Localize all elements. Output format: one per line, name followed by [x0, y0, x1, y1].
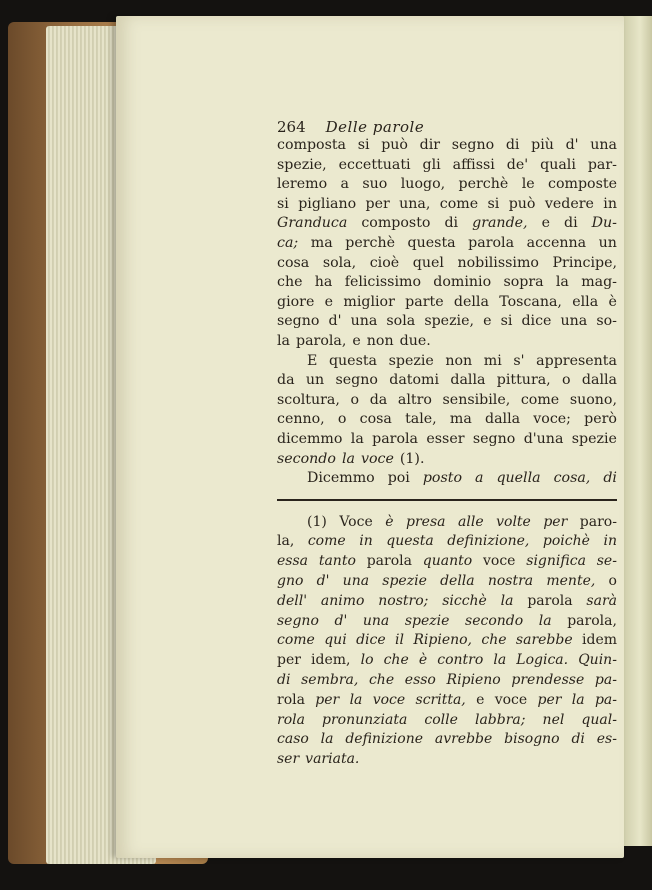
- body-line: [277, 352, 617, 372]
- word: scritta,: [415, 691, 466, 708]
- body-line: [277, 273, 617, 293]
- word: parola,: [567, 612, 617, 629]
- word: perchè: [458, 176, 509, 193]
- word: di: [277, 672, 291, 689]
- word: Dicemmo: [307, 470, 375, 487]
- body-line: [277, 195, 617, 215]
- word: sicchè: [442, 592, 487, 609]
- word: in: [359, 533, 373, 550]
- word: segno: [472, 430, 516, 447]
- word: che: [481, 632, 507, 649]
- word: e: [352, 332, 361, 349]
- word: dalla: [450, 372, 486, 389]
- word: sensibile,: [442, 391, 511, 408]
- body-line: [277, 469, 617, 489]
- word: ha: [314, 274, 333, 291]
- word: so-: [596, 313, 617, 330]
- word: spezie: [382, 573, 427, 590]
- word: che: [383, 652, 409, 669]
- word: par-: [587, 156, 617, 173]
- word: presa: [406, 513, 446, 530]
- word: es-: [596, 731, 617, 748]
- word: la: [349, 691, 363, 708]
- word: parola: [372, 430, 419, 447]
- word: dice: [356, 632, 386, 649]
- word: segno: [451, 137, 495, 153]
- word: può: [381, 137, 408, 153]
- word: essa: [277, 553, 309, 570]
- word: nel: [542, 711, 565, 728]
- word: composto: [361, 215, 431, 232]
- body-line: [277, 254, 617, 274]
- footnote-line: [277, 671, 617, 691]
- word: non: [366, 332, 394, 349]
- word: più: [531, 137, 554, 153]
- word: perchè: [345, 234, 395, 251]
- word: idem,: [311, 652, 351, 669]
- word: una,: [399, 195, 431, 212]
- word: sopra: [503, 274, 544, 291]
- word: Toscana,: [499, 293, 562, 310]
- word: spezie,: [424, 313, 474, 330]
- word: avrebbe: [434, 731, 493, 748]
- word: per: [543, 513, 568, 530]
- word: e: [541, 215, 550, 232]
- word: esser: [426, 430, 465, 447]
- word: affissi: [452, 156, 495, 173]
- word: d': [328, 313, 342, 330]
- footnote-line: [277, 552, 617, 572]
- word: pa-: [594, 691, 617, 708]
- word: animo: [320, 592, 365, 609]
- word: suono,: [569, 391, 617, 408]
- word: ma: [310, 234, 333, 251]
- footnote-line: [277, 612, 617, 632]
- body-line: [277, 332, 617, 352]
- word: ca;: [277, 234, 299, 251]
- word: a: [474, 470, 484, 487]
- word: della: [440, 573, 475, 590]
- word: la: [350, 430, 364, 447]
- word: volte: [496, 513, 531, 530]
- word: segno: [277, 612, 319, 629]
- word: spezie: [404, 612, 450, 629]
- word: della: [453, 293, 489, 310]
- word: Granduca: [277, 215, 348, 232]
- word: questa: [407, 234, 456, 251]
- footnote: [277, 513, 617, 770]
- word: (1): [307, 513, 327, 530]
- word: dir: [419, 137, 441, 153]
- body-line: [277, 175, 617, 195]
- word: da: [277, 372, 295, 389]
- footnote-line: [277, 651, 617, 671]
- word: spezie: [388, 352, 434, 369]
- word: un: [598, 234, 617, 251]
- word: la,: [277, 533, 295, 550]
- word: Du-: [591, 215, 617, 232]
- footnote-line: [277, 532, 617, 552]
- page-content: [277, 118, 617, 770]
- body-line: [277, 214, 617, 234]
- word: luogo,: [400, 176, 446, 193]
- word: voce: [360, 450, 394, 467]
- word: parola,: [296, 332, 347, 349]
- word: bisogno: [504, 731, 560, 748]
- word: E: [307, 352, 318, 369]
- word: Quin-: [578, 652, 617, 669]
- word: o: [337, 411, 347, 428]
- word: pa-: [594, 672, 617, 689]
- word: la: [277, 332, 290, 349]
- body-line: [277, 156, 617, 176]
- word: esso: [404, 672, 436, 689]
- word: è: [418, 652, 428, 669]
- word: che: [368, 672, 395, 689]
- word: sarà: [586, 592, 617, 609]
- word: poichè: [542, 533, 590, 550]
- word: di: [444, 215, 459, 232]
- footnote-line: [277, 730, 617, 750]
- word: leremo: [277, 176, 328, 193]
- word: tale,: [405, 411, 437, 428]
- word: si: [357, 137, 370, 153]
- word: un: [305, 372, 325, 389]
- word: segno: [335, 372, 378, 389]
- word: una: [560, 313, 588, 330]
- word: suo: [362, 176, 388, 193]
- word: miglior: [343, 293, 395, 310]
- word: nobilissimo: [457, 254, 539, 271]
- word: scoltura,: [277, 391, 340, 408]
- word: d': [334, 612, 348, 629]
- word: la: [555, 274, 569, 291]
- word: spezie,: [277, 156, 327, 173]
- word: datomi: [389, 372, 440, 389]
- word: come: [520, 391, 560, 408]
- word: spezie: [571, 430, 617, 447]
- word: d'una: [523, 430, 564, 447]
- word: accenna: [526, 234, 587, 251]
- word: secondo: [277, 450, 336, 467]
- word: o: [562, 372, 571, 389]
- word: gli: [422, 156, 441, 173]
- footnote-line: [277, 592, 617, 612]
- word: lo: [360, 652, 374, 669]
- word: variata.: [305, 751, 360, 768]
- word: secondo: [465, 612, 524, 629]
- word: sarebbe: [515, 632, 573, 649]
- word: come: [439, 195, 479, 212]
- running-title: Delle parole: [325, 118, 425, 136]
- word: cosa: [277, 254, 310, 271]
- word: questa: [386, 533, 434, 550]
- word: poi: [387, 470, 410, 487]
- word: cosa: [359, 411, 392, 428]
- footnote-line: [277, 631, 617, 651]
- word: parola: [468, 234, 515, 251]
- word: idem: [582, 632, 617, 649]
- word: quella: [496, 470, 541, 487]
- body-line: [277, 234, 617, 254]
- facing-page-edge: [622, 16, 652, 846]
- footnote-line: [277, 750, 617, 770]
- word: se-: [596, 553, 617, 570]
- word: colle: [424, 711, 458, 728]
- word: grande,: [472, 215, 528, 232]
- word: sola,: [322, 254, 357, 271]
- footnote-line: [277, 691, 617, 711]
- word: quel: [412, 254, 444, 271]
- word: a: [340, 176, 349, 193]
- word: da: [369, 391, 388, 408]
- word: quali: [540, 156, 576, 173]
- word: di: [564, 215, 578, 232]
- word: si: [487, 195, 500, 212]
- word: eccettuati: [338, 156, 411, 173]
- body-text: [277, 136, 617, 489]
- word: pittura,: [496, 372, 551, 389]
- word: parola: [366, 553, 412, 570]
- word: e: [483, 313, 492, 330]
- word: dominio: [433, 274, 492, 291]
- body-line: [277, 312, 617, 332]
- footnote-line: [277, 711, 617, 731]
- word: o: [350, 391, 360, 408]
- word: una: [362, 612, 390, 629]
- word: la: [538, 612, 552, 629]
- word: in: [603, 533, 617, 550]
- word: mag-: [581, 274, 617, 291]
- footnote-line: [277, 572, 617, 592]
- word: ma: [449, 411, 472, 428]
- word: caso: [277, 731, 309, 748]
- word: questa: [328, 352, 378, 369]
- word: una: [342, 573, 370, 590]
- word: qui: [324, 632, 347, 649]
- word: sola: [386, 313, 416, 330]
- word: segno: [277, 313, 320, 330]
- word: la: [500, 592, 514, 609]
- word: come: [277, 632, 315, 649]
- word: una: [590, 137, 617, 153]
- word: si: [277, 195, 289, 212]
- word: per: [537, 691, 562, 708]
- body-line: [277, 136, 617, 156]
- word: cioè: [369, 254, 400, 271]
- word: Ripieno,: [413, 632, 472, 649]
- word: Logica.: [516, 652, 569, 669]
- word: (1).: [399, 450, 425, 467]
- word: pronunziata: [322, 711, 408, 728]
- word: si: [500, 313, 513, 330]
- word: voce: [494, 691, 528, 708]
- footnote-rule: [277, 499, 617, 501]
- word: appresenta: [536, 352, 617, 369]
- word: la: [571, 691, 585, 708]
- word: le: [521, 176, 535, 193]
- word: parte: [405, 293, 444, 310]
- word: e: [324, 293, 334, 310]
- word: nostro;: [378, 592, 429, 609]
- footnote-line: [277, 513, 617, 533]
- body-line: [277, 450, 617, 470]
- word: la: [341, 450, 355, 467]
- word: il: [395, 632, 404, 649]
- body-line: [277, 410, 617, 430]
- word: può: [508, 195, 536, 212]
- page-header: [277, 118, 617, 136]
- word: come: [307, 533, 346, 550]
- word: però: [584, 411, 617, 428]
- word: Principe,: [552, 254, 617, 271]
- body-line: [277, 371, 617, 391]
- word: quanto: [422, 553, 473, 570]
- word: dell': [277, 592, 308, 609]
- word: altro: [397, 391, 432, 408]
- word: dalla: [581, 372, 617, 389]
- word: rola: [277, 691, 305, 708]
- word: di: [571, 731, 585, 748]
- word: Voce: [339, 513, 373, 530]
- word: definizione,: [447, 533, 530, 550]
- word: definizione: [345, 731, 423, 748]
- word: sembra,: [301, 672, 359, 689]
- word: mente,: [546, 573, 596, 590]
- word: per: [315, 691, 340, 708]
- word: non: [445, 352, 473, 369]
- word: per: [277, 652, 301, 669]
- word: mi: [483, 352, 502, 369]
- word: una: [350, 313, 378, 330]
- word: paro-: [579, 513, 617, 530]
- word: che: [277, 274, 303, 291]
- body-line: [277, 391, 617, 411]
- word: felicissimo: [344, 274, 421, 291]
- word: voce: [372, 691, 406, 708]
- word: cenno,: [277, 411, 325, 428]
- word: nostra: [487, 573, 534, 590]
- word: parola: [527, 592, 573, 609]
- word: posto: [422, 470, 462, 487]
- word: giore: [277, 293, 315, 310]
- word: composte: [548, 176, 617, 193]
- word: de': [506, 156, 529, 173]
- word: o: [608, 573, 617, 590]
- body-line: [277, 293, 617, 313]
- page-number: 264: [277, 118, 306, 136]
- word: significa: [526, 553, 586, 570]
- word: tanto: [318, 553, 356, 570]
- word: d': [316, 573, 330, 590]
- word: alle: [458, 513, 484, 530]
- word: dalla: [485, 411, 521, 428]
- word: due.: [399, 332, 431, 349]
- word: voce;: [533, 411, 571, 428]
- word: ella: [572, 293, 599, 310]
- word: gno: [277, 573, 304, 590]
- word: pigliano: [298, 195, 357, 212]
- word: vedere: [544, 195, 594, 212]
- word: prendesse: [511, 672, 585, 689]
- word: ser: [277, 751, 300, 768]
- word: Ripieno: [446, 672, 501, 689]
- word: d': [565, 137, 579, 153]
- word: e: [476, 691, 485, 708]
- word: la: [320, 731, 334, 748]
- word: è: [608, 293, 617, 310]
- word: labbra;: [474, 711, 526, 728]
- word: contro: [437, 652, 484, 669]
- word: la: [493, 652, 507, 669]
- word: composta: [277, 137, 347, 153]
- word: in: [603, 195, 617, 212]
- word: è: [385, 513, 394, 530]
- word: s': [513, 352, 525, 369]
- word: cosa,: [553, 470, 591, 487]
- word: dicemmo: [277, 430, 343, 447]
- word: di: [603, 470, 617, 487]
- word: voce: [482, 553, 516, 570]
- word: dice: [521, 313, 552, 330]
- word: per: [365, 195, 390, 212]
- word: di: [505, 137, 520, 153]
- word: rola: [277, 711, 305, 728]
- body-line: [277, 430, 617, 450]
- word: qual-: [581, 711, 617, 728]
